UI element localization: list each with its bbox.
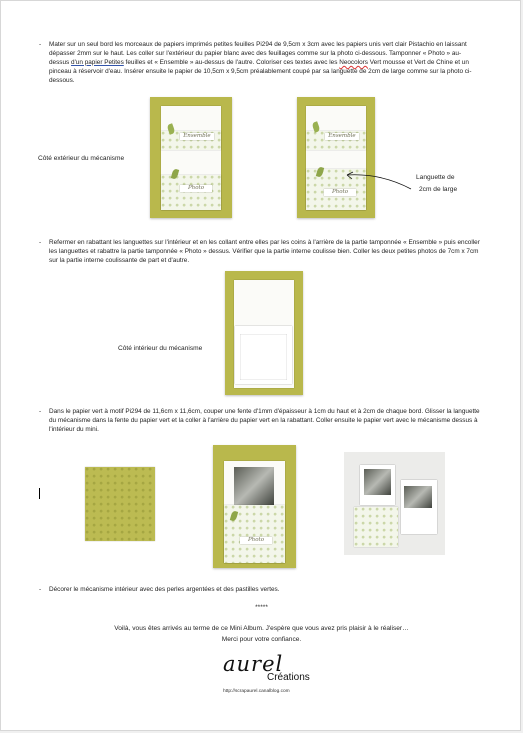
bullet-1: - bbox=[39, 41, 42, 48]
photo-frame bbox=[240, 334, 287, 380]
paragraph-3: Dans le papier vert à motif Pi294 de 11,6cm x 11,6cm, couper une fente d'1mm d'épaisseur à 1cm du haut et à 2cm de chaque bord. Glisser la languette du mécanisme dans la fente du papier vert et la coller à l'arrière du papier vert en la rabattant. Coller ensuite le papier vert avec le mécanisme dessus à l'intérieur du mini. bbox=[49, 408, 480, 433]
bullet-4: - bbox=[39, 586, 42, 593]
paragraph-1-text-b: feuilles et « Ensemble » au-dessus de l'autre. Coloriser ces textes avec les bbox=[123, 58, 340, 66]
separator: ***** bbox=[255, 604, 268, 611]
spellcheck-word: Neocolors bbox=[339, 58, 368, 66]
caption-interieur: Côté intérieur du mécanisme bbox=[118, 345, 203, 352]
photo-open-album bbox=[344, 452, 445, 555]
paragraph-1-text-a: Mater sur un seul bord les morceaux de papiers imprimés petites feuilles Pi294 de 9,5cm x 3cm avec les papiers unis vert clair Pistachio en laissant dépasser 2mm sur le haut. Les coller sur l'extérieur du papier blanc avec des feuillages comme sur la photo ci-dessous. Tamponner « Photo » au-dessus bbox=[49, 41, 467, 66]
stamp-photo: Photo bbox=[240, 537, 272, 544]
photo-picture bbox=[234, 467, 274, 505]
photo-exterior-left bbox=[150, 97, 232, 218]
stamp-ensemble: Ensemble bbox=[180, 133, 214, 140]
photo-exterior-right bbox=[297, 97, 375, 218]
logo-script: aurel bbox=[223, 652, 284, 676]
paragraph-1-text-c: Vert mousse et Vert de Chine et un pinceau à réservoir d'eau. Insérer ensuite le papier de 10,5cm x 9,5cm préalablement coupé par sa languette de 2cm de large comme sur la photo ci-dessous. bbox=[49, 58, 472, 84]
album-pattern bbox=[354, 507, 398, 547]
caption-exterieur: Côté extérieur du mécanisme bbox=[38, 155, 125, 162]
logo-sub: Créations bbox=[267, 672, 310, 683]
paragraph-1-link-text: d'un papier Petites bbox=[71, 58, 124, 66]
paragraph-2: Refermer en rabattant les languettes sur l'intérieur et en les collant entre elles par les coins à l'arrière de la partie tamponnée « Ensemble » puis encoller les languettes et rabattre la partie tamponnée « Photo » dessus. Vérifier que la partie interne coulisse bien. Coller les deux petites photos de 7cm x 7cm sur la partie interne coulissante de part et d'autre. bbox=[49, 239, 480, 264]
photo-assembled bbox=[213, 445, 296, 568]
caption-languette-1: Languette de bbox=[416, 174, 455, 181]
stamp-photo: Photo bbox=[324, 189, 356, 196]
paragraph-4: Décorer le mécanisme intérieur avec des perles argentées et des pastilles vertes. bbox=[49, 586, 280, 593]
logo-url: http://scrapaurel.canalblog.com bbox=[223, 689, 290, 694]
closing-line-2: Merci pour votre confiance. bbox=[221, 636, 302, 643]
arrow-icon bbox=[341, 169, 413, 199]
album-photo bbox=[404, 486, 432, 508]
pattern-strip-bottom bbox=[161, 175, 221, 210]
text-cursor bbox=[39, 488, 40, 499]
photo-green-paper bbox=[85, 467, 155, 541]
photo-interior bbox=[225, 271, 303, 395]
stamp-ensemble: Ensemble bbox=[325, 133, 359, 140]
bullet-2: - bbox=[39, 239, 42, 246]
album-photo bbox=[364, 469, 391, 495]
paragraph-1 bbox=[49, 41, 481, 86]
closing-line-1: Voilà, vous êtes arrivés au terme de ce Mini Album. J'espère que vous avez pris plaisir à le réaliser… bbox=[114, 625, 409, 632]
bullet-3: - bbox=[39, 408, 42, 415]
caption-languette-2: 2cm de large bbox=[419, 186, 458, 193]
stamp-photo: Photo bbox=[180, 185, 212, 192]
